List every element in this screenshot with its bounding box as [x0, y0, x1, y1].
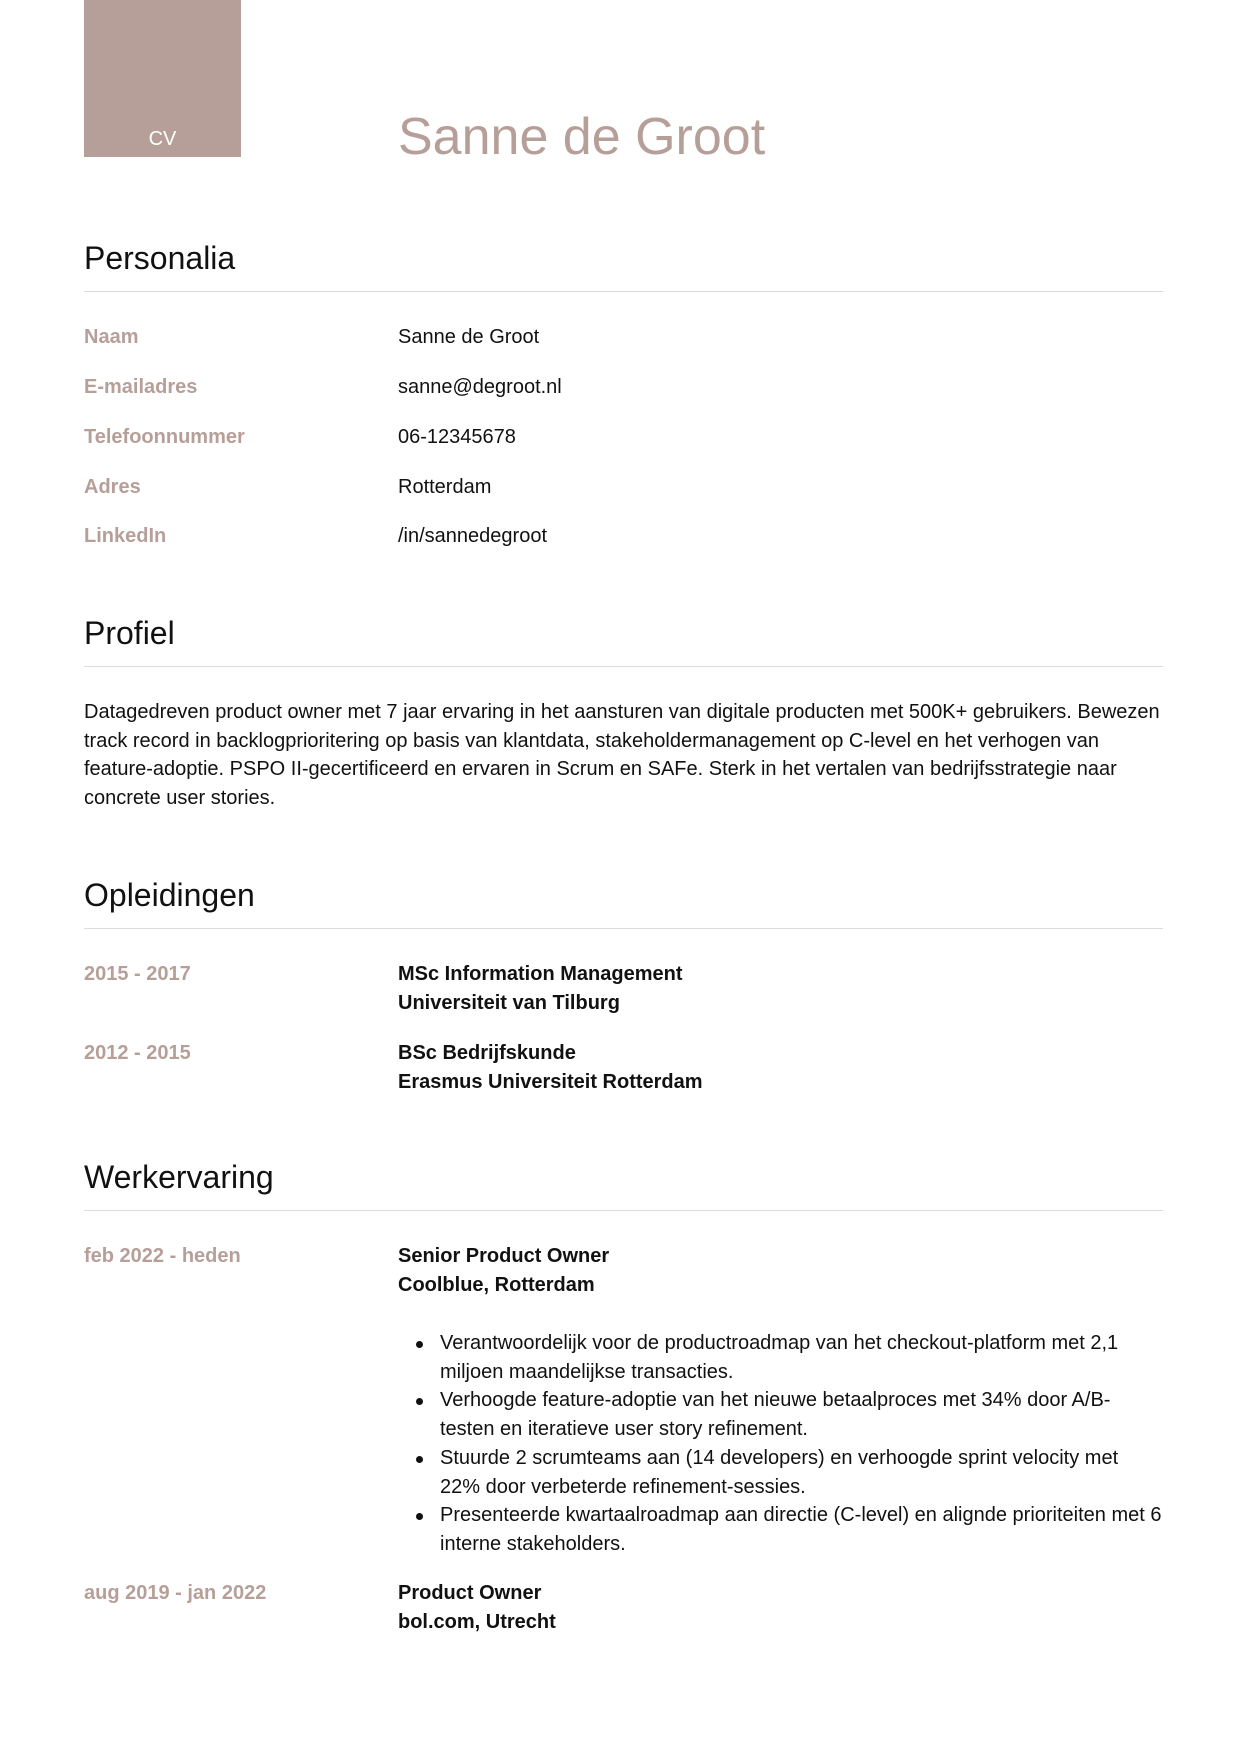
job-achievement: Stuurde 2 scrumteams aan (14 developers) en verhoogde sprint velocity met 22% door verbeterde refinement-sessies. [440, 1444, 1163, 1501]
personal-value-email: sanne@degroot.nl [398, 376, 562, 398]
education-period: 2012 - 2015 [84, 1042, 191, 1064]
section-divider [84, 1210, 1163, 1211]
job-period: feb 2022 - heden [84, 1245, 241, 1267]
cv-badge-label: CV [148, 128, 177, 150]
personal-label-phone: Telefoonnummer [84, 426, 245, 448]
section-title-opleidingen: Opleidingen [84, 877, 255, 913]
job-period: aug 2019 - jan 2022 [84, 1582, 267, 1604]
section-title-werkervaring: Werkervaring [84, 1159, 274, 1195]
profile-summary: Datagedreven product owner met 7 jaar ervaring in het aansturen van digitale producten met 500K+ gebruikers. Bewezen track record in backlogprioritering op basis van klantdata, stakeholdermanagement op C-level en het verhogen van feature-adoptie. PSPO II-gecertificeerd en ervaren in Scrum en SAFe. Sterk in het vertalen van bedrijfsstrategie naar concrete user stories. [84, 701, 1160, 810]
personal-label-name: Naam [84, 326, 139, 348]
personal-label-linkedin: LinkedIn [84, 525, 167, 547]
section-title-profiel: Profiel [84, 615, 175, 651]
education-institution: Universiteit van Tilburg [398, 992, 620, 1014]
section-title-personalia: Personalia [84, 240, 236, 276]
education-degree: BSc Bedrijfskunde [398, 1042, 576, 1064]
personal-value-name: Sanne de Groot [398, 326, 540, 348]
job-achievements-list [398, 1329, 1163, 1559]
personal-value-linkedin: /in/sannedegroot [398, 525, 548, 547]
cv-badge [84, 0, 241, 157]
education-institution: Erasmus Universiteit Rotterdam [398, 1071, 703, 1093]
job-achievement: Verantwoordelijk voor de productroadmap van het checkout-platform met 2,1 miljoen maandelijkse transacties. [440, 1329, 1163, 1386]
education-degree: MSc Information Management [398, 963, 683, 985]
job-achievement: Verhoogde feature-adoptie van het nieuwe betaalproces met 34% door A/B-testen en iteratieve user story refinement. [440, 1386, 1163, 1443]
personal-label-address: Adres [84, 476, 141, 498]
section-divider [84, 928, 1163, 929]
page-title: Sanne de Groot [398, 108, 766, 166]
job-role: Senior Product Owner [398, 1245, 610, 1267]
education-period: 2015 - 2017 [84, 963, 191, 985]
job-achievement: Presenteerde kwartaalroadmap aan directie (C-level) en alignde prioriteiten met 6 interne stakeholders. [440, 1501, 1163, 1558]
job-role: Product Owner [398, 1582, 542, 1604]
personal-label-email: E-mailadres [84, 376, 198, 398]
personal-value-phone: 06-12345678 [398, 426, 516, 448]
job-company: bol.com, Utrecht [398, 1611, 556, 1633]
section-divider [84, 291, 1163, 292]
job-company: Coolblue, Rotterdam [398, 1274, 595, 1296]
personal-value-address: Rotterdam [398, 476, 492, 498]
section-divider [84, 666, 1163, 667]
